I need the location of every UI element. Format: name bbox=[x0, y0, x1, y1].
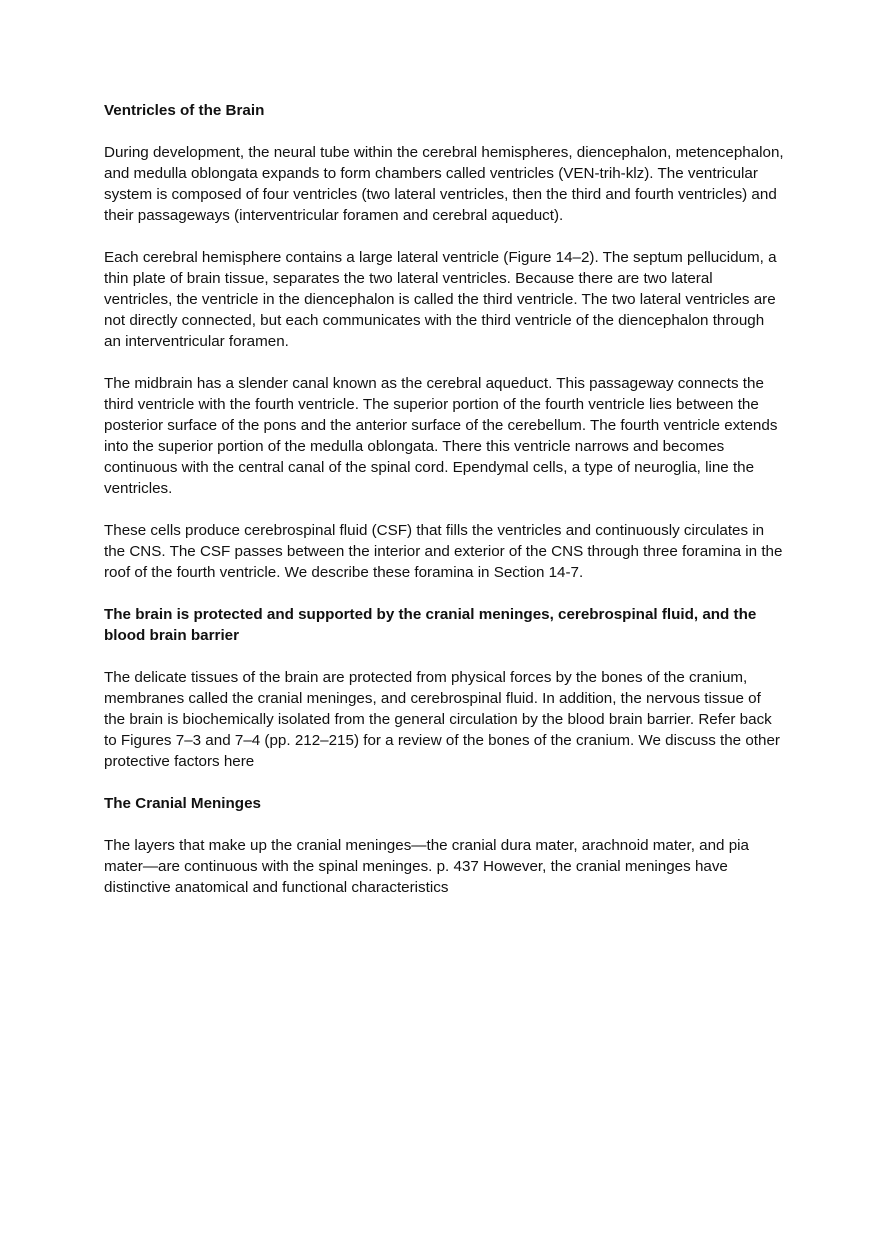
section-ventricles bbox=[104, 100, 784, 583]
paragraph: The layers that make up the cranial meninges—the cranial dura mater, arachnoid mater, and pia mater—are continuous with the spinal meninges. p. 437 However, the cranial meninges have distinctive anatomical and functional characteristics bbox=[104, 837, 749, 896]
section-heading: The Cranial Meninges bbox=[104, 795, 261, 812]
paragraph: The delicate tissues of the brain are protected from physical forces by the bones of the cranium, membranes called the cranial meninges, and cerebrospinal fluid. In addition, the nervous tissue of the brain is biochemically isolated from the general circulation by the blood brain barrier. Refer back to Figures 7–3 and 7–4 (pp. 212–215) for a review of the bones of the cranium. We discuss the other protective factors here bbox=[104, 669, 780, 770]
section-heading: The brain is protected and supported by the cranial meninges, cerebrospinal fluid, and the blood brain barrier bbox=[104, 606, 757, 644]
paragraph: These cells produce cerebrospinal fluid (CSF) that fills the ventricles and continuously circulates in the CNS. The CSF passes between the interior and exterior of the CNS through three foramina in the roof of the fourth ventricle. We describe these foramina in Section 14-7. bbox=[104, 522, 783, 581]
paragraph: During development, the neural tube within the cerebral hemispheres, diencephalon, metencephalon, and medulla oblongata expands to form chambers called ventricles (VEN-trih-klz). The ventricular system is composed of four ventricles (two lateral ventricles, then the third and fourth ventricles) and their passageways (interventricular foramen and cerebral aqueduct). bbox=[104, 144, 784, 224]
paragraph: Each cerebral hemisphere contains a large lateral ventricle (Figure 14–2). The septum pellucidum, a thin plate of brain tissue, separates the two lateral ventricles. Because there are two lateral ventricles, the ventricle in the diencephalon is called the third ventricle. The two lateral ventricles are not directly connected, but each communicates with the third ventricle of the diencephalon through an interventricular foramen. bbox=[104, 249, 777, 350]
section-heading: Ventricles of the Brain bbox=[104, 102, 265, 119]
document-page bbox=[104, 100, 784, 919]
paragraph: The midbrain has a slender canal known as the cerebral aqueduct. This passageway connects the third ventricle with the fourth ventricle. The superior portion of the fourth ventricle lies between the posterior surface of the pons and the anterior surface of the cerebellum. The fourth ventricle extends into the superior portion of the medulla oblongata. There this ventricle narrows and becomes continuous with the central canal of the spinal cord. Ependymal cells, a type of neuroglia, line the ventricles. bbox=[104, 375, 778, 497]
section-protection bbox=[104, 604, 784, 772]
section-cranial-meninges bbox=[104, 793, 784, 898]
